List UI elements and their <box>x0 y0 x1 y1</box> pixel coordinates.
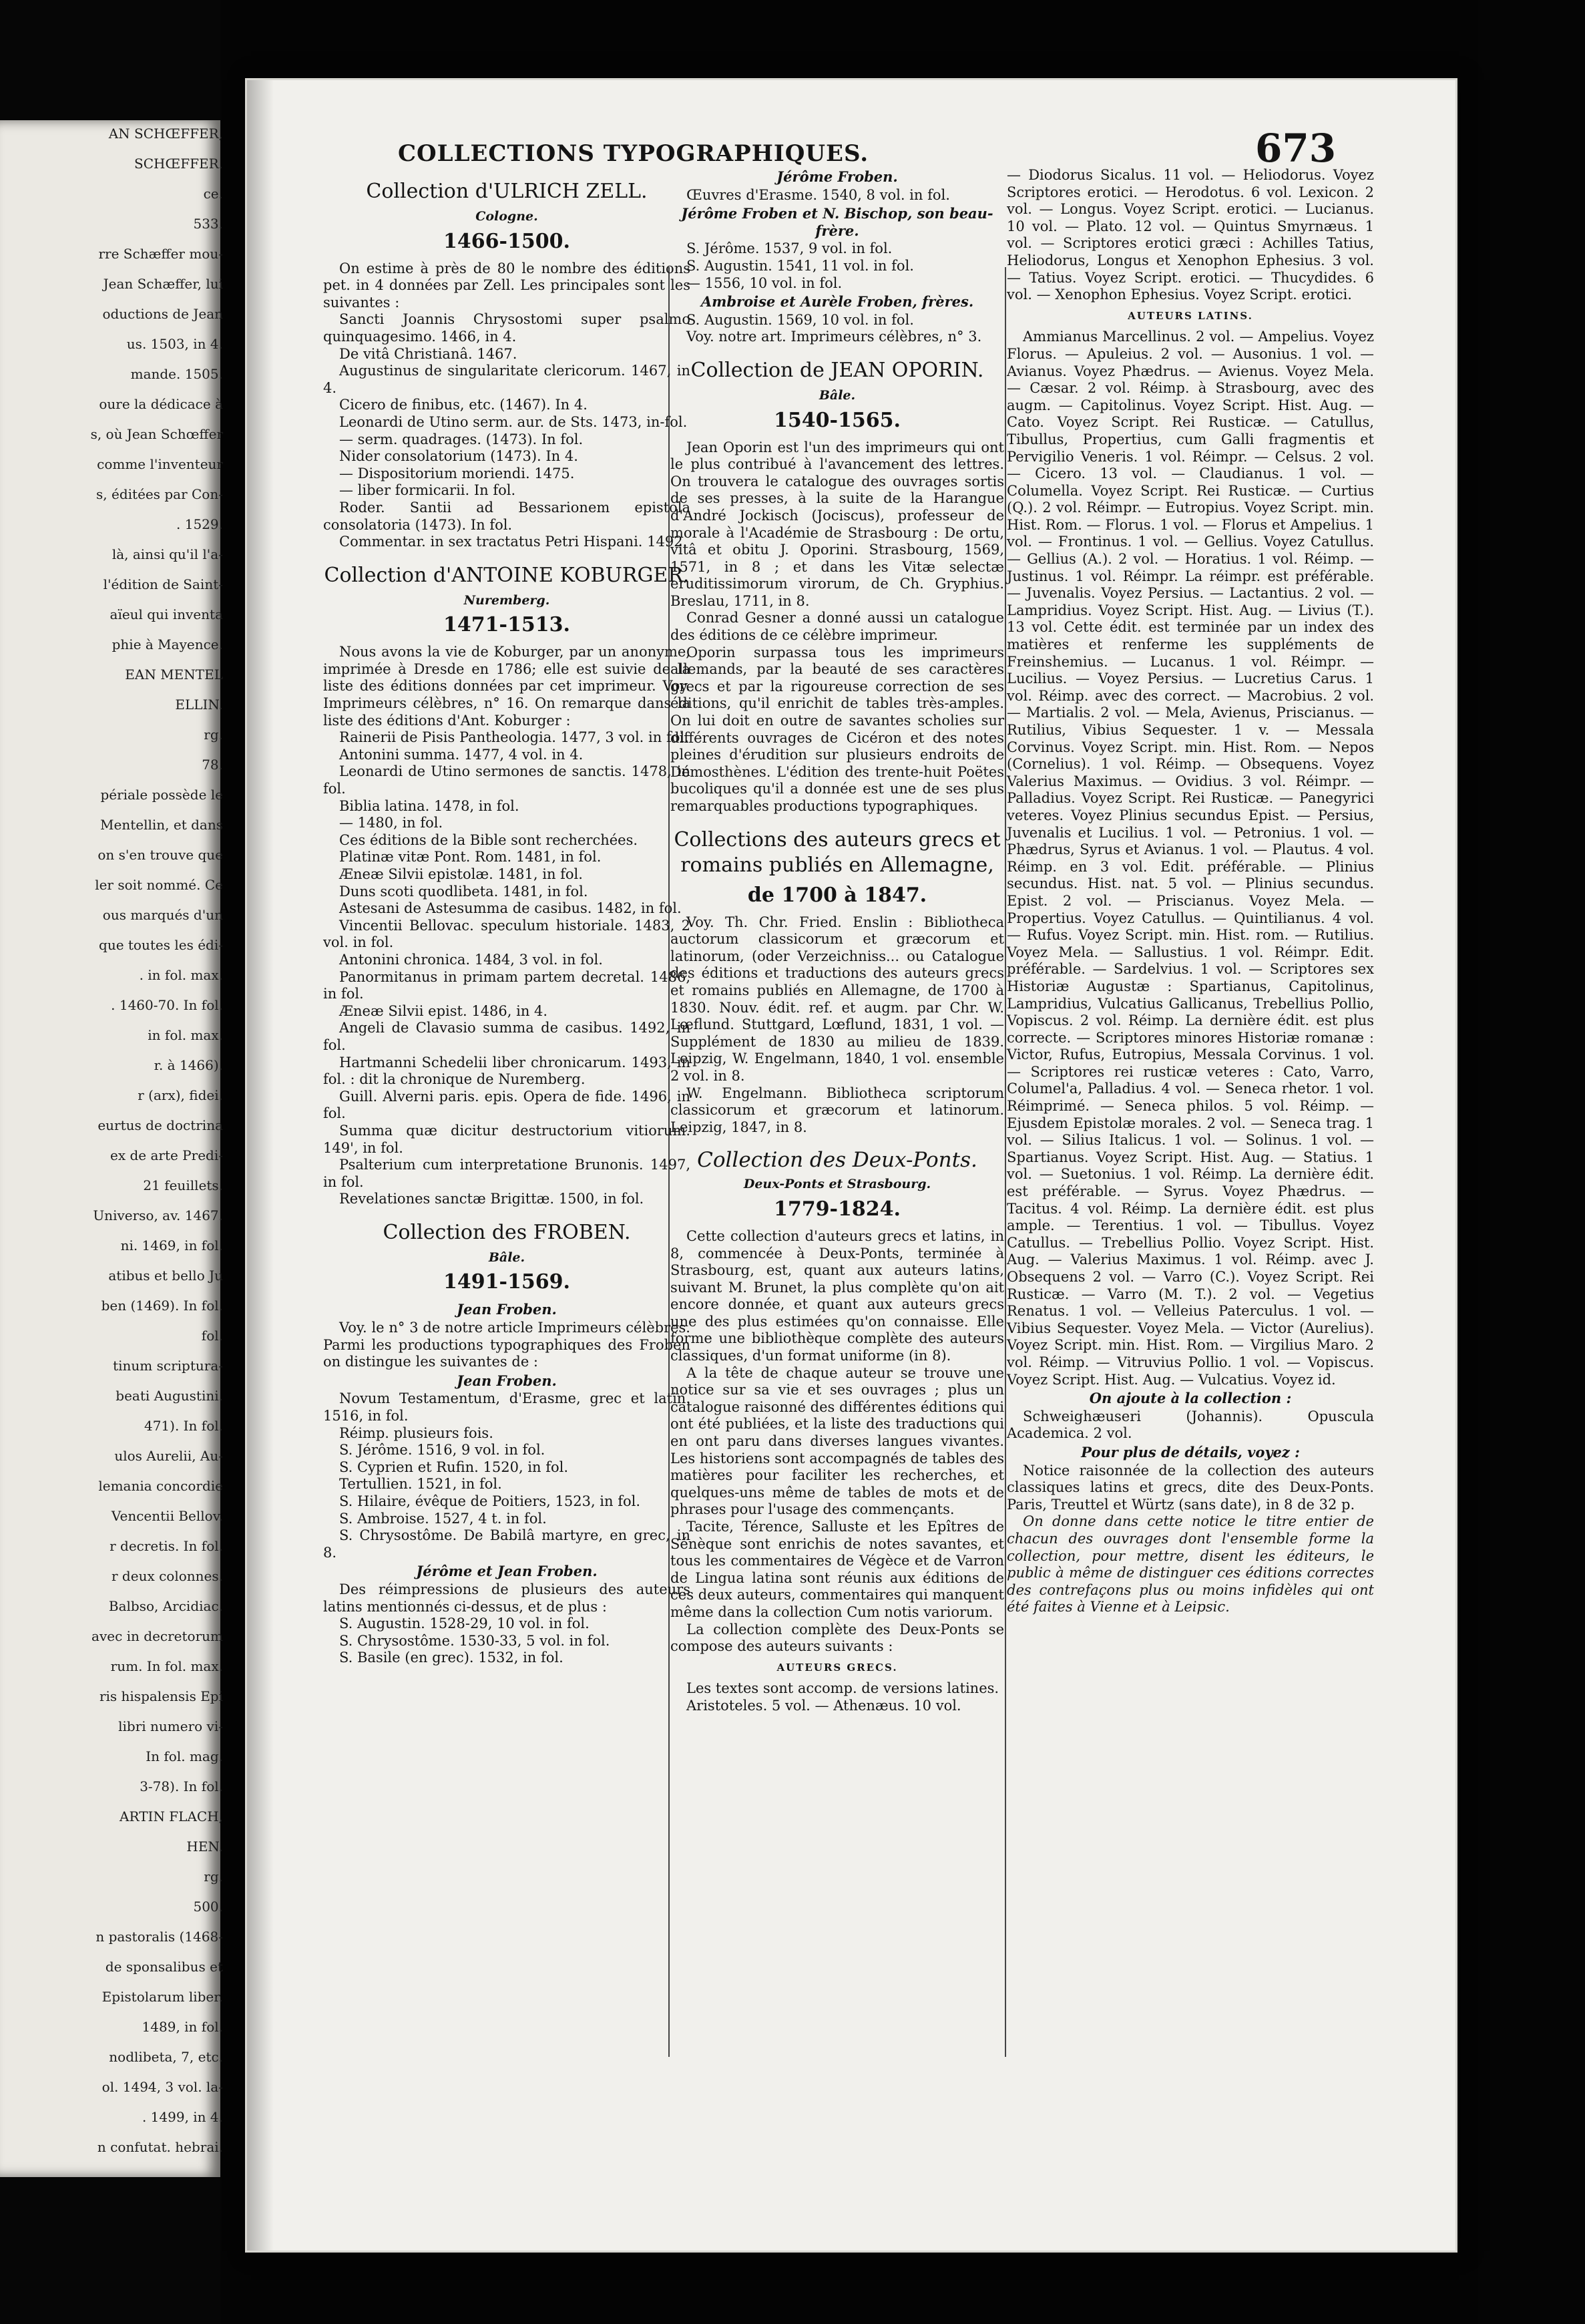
zell-entries <box>323 260 690 551</box>
entry: S. Jérôme. 1537, 9 vol. in fol. <box>686 240 893 257</box>
entry: Nider consolatorium (1473). In 4. <box>339 448 578 465</box>
entry: S. Augustin. 1541, 11 vol. in fol. <box>686 257 914 274</box>
entry: Voy. notre art. Imprimeurs célèbres, n° 3. <box>686 329 982 345</box>
prev-page-line: Mentellin, et dans <box>100 817 223 833</box>
entry: La collection complète des Deux-Ponts se compose des auteurs suivants : <box>670 1621 1004 1655</box>
entry: S. Cyprien et Rufin. 1520, in fol. <box>339 1459 569 1475</box>
subsection-heading: Jean Froben. <box>457 1301 557 1318</box>
paragraph: Notice raisonnée de la collection des auteurs classiques latins et grecs, dite des Deux-Ponts. Paris, Treuttel et Würtz (sans date), in 8 de 32 p. <box>1007 1462 1374 1513</box>
entry: Antonini chronica. 1484, 3 vol. in fol. <box>339 951 603 968</box>
entry: Guill. Alverni paris. epis. Opera de fide. 1496, in fol. <box>323 1088 690 1122</box>
entry: S. Basile (en grec). 1532, in fol. <box>339 1650 563 1666</box>
entry: Tacite, Térence, Salluste et les Epîtres de Sénèque sont enrichis de notes savantes, et tous les commentaires de Végèce et de Varron de Lingua latina sont réunis aux éditions de ces deux auteurs, commentaires qui manquent même dans la collection Cum notis variorum. <box>670 1519 1004 1620</box>
section-dates: de 1700 à 1847. <box>747 883 927 907</box>
entry: Cicero de finibus, etc. (1467). In 4. <box>339 397 588 413</box>
page-edge-shadow <box>247 80 274 2251</box>
entry: Platinæ vitæ Pont. Rom. 1481, in fol. <box>339 849 602 865</box>
previous-page-fragment <box>0 120 223 2177</box>
prev-page-line: ce. <box>203 186 223 202</box>
entry: Jean Oporin est l'un des imprimeurs qui ont le plus contribué à l'avancement des lettres. On trouvera le catalogue des ouvrages sortis de ses presses, à la suite de la Harangue d'André Jockisch (Jociscus), professeur de morale à l'Académie de Strasbourg : De ortu, vitâ et obitu J. Oporini. Strasbourg, 1569, 1571, in 8 ; et dans les Vitæ selectæ eruditissimorum virorum, de Ch. Gryphius. Breslau, 1711, in 8. <box>670 439 1004 609</box>
prev-page-line: n pastoralis (1468- <box>95 1929 223 1945</box>
prev-page-line: 533. <box>193 216 223 232</box>
prev-page-line: que toutes les édi- <box>99 937 223 953</box>
latins-entries <box>1007 329 1374 1388</box>
paragraph: Voy. le n° 3 de notre article Imprimeurs célèbres. Parmi les productions typographiques des Froben on distingue les suivantes de : <box>323 1320 690 1370</box>
prev-page-line: in fol. max. <box>148 1027 223 1043</box>
prev-page-line: n confutat. hebrai. <box>97 2139 223 2155</box>
entry: De vitâ Christianâ. 1467. <box>339 345 517 362</box>
running-head: COLLECTIONS TYPOGRAPHIQUES. <box>398 140 869 167</box>
column-1 <box>323 167 690 2064</box>
prev-page-line: aïeul qui inventa <box>109 606 223 622</box>
subsection-heading: Ambroise et Aurèle Froben, frères. <box>700 293 974 311</box>
entry: Psalterium cum interpretatione Brunonis. 1497, in fol. <box>323 1157 690 1190</box>
prev-page-line: eurtus de doctrina <box>97 1117 223 1133</box>
subsection-label: AUTEURS LATINS. <box>1128 309 1253 322</box>
prev-page-line: mande. 1505. <box>130 366 223 382</box>
entry: Augustinus de singularitate clericorum. 1467, in 4. <box>323 363 690 396</box>
entry: — 1480, in fol. <box>339 815 443 831</box>
prev-page-line: oductions de Jean <box>102 306 223 322</box>
section-dates: 1491-1569. <box>443 1270 570 1294</box>
prev-page-line: ous marqués d'un <box>102 907 223 923</box>
section-heading: Collection d'ANTOINE KOBURGER. <box>324 563 690 587</box>
prev-page-line: In fol. mag. <box>146 1748 223 1764</box>
entry: Antonini summa. 1477, 4 vol. in 4. <box>339 746 584 763</box>
entry: Roder. Santii ad Bessarionem epistola consolatoria (1473). In fol. <box>323 499 690 533</box>
bischop-entries <box>670 240 1004 292</box>
prev-page-line: de sponsalibus et <box>105 1959 223 1975</box>
entry: — 1556, 10 vol. in fol. <box>686 274 843 291</box>
entry: Aristoteles. 5 vol. — Athenæus. 10 vol. <box>686 1697 961 1714</box>
page-number: 673 <box>1255 126 1337 171</box>
prev-page-line: nodlibeta, 7, etc. <box>109 2049 223 2065</box>
prev-page-line: rum. In fol. max. <box>110 1658 223 1674</box>
entry: Leonardi de Utino sermones de sanctis. 1478, in fol. <box>323 763 690 797</box>
entry: S. Chrysostôme. De Babilâ martyre, en grec, in 8. <box>323 1527 690 1561</box>
prev-page-line: beati Augustini. <box>116 1388 223 1404</box>
column-2 <box>670 167 1004 2064</box>
paragraph: Schweighæuseri (Johannis). Opuscula Academica. 2 vol. <box>1007 1408 1374 1442</box>
froben-entries-2 <box>323 1581 690 1667</box>
section-heading: Collection des FROBEN. <box>383 1220 631 1244</box>
prev-page-line: périale possède le <box>100 787 223 803</box>
entry: — serm. quadrages. (1473). In fol. <box>339 431 584 447</box>
koburger-entries <box>323 644 690 1208</box>
entry: Voy. Th. Chr. Fried. Enslin : Bibliotheca auctorum classicorum et græcorum et latinorum, (oder Verzeichniss... ou Catalogue des éditions et traductions des auteurs grecs et romains publiés en Allemagne, de 1700 à 1830. Nouv. édit. ref. et augm. par Chr. W. Lœflund. Stuttgard, Lœflund, 1831, 1 vol. — Supplément de 1830 au milieu de 1839. Leipzig, W. Engelmann, 1840, 1 vol. ensemble 2 vol. in 8. <box>670 914 1004 1084</box>
section-place: Cologne. <box>475 209 538 224</box>
entry: Nous avons la vie de Koburger, par un anonyme, imprimée à Dresde en 1786; elle est suivie de la liste des éditions données par cet imprimeur. Voy. Imprimeurs célèbres, n° 16. On remarque dans la liste des éditions d'Ant. Koburger : <box>323 644 690 729</box>
subsection-heading: Jérôme Froben. <box>776 168 898 185</box>
section-place: Bâle. <box>488 1249 525 1265</box>
prev-page-line: 471). In fol. <box>144 1418 223 1434</box>
entry: On estime à près de 80 le nombre des éditions pet. in 4 données par Zell. Les principales sont les suivantes : <box>323 260 690 311</box>
entry: Ces éditions de la Bible sont recherchées. <box>339 831 638 848</box>
prev-page-line: . in fol. max. <box>139 967 223 983</box>
allemagne-entries <box>670 914 1004 1137</box>
prev-page-line: ben (1469). In fol. <box>101 1298 223 1314</box>
prev-page-line: r deux colonnes. <box>111 1568 223 1584</box>
prev-page-line: s, où Jean Schœffer <box>90 426 223 442</box>
prev-page-line: SCHŒFFER. <box>134 156 223 172</box>
prev-page-line: Vencentii Bellov. <box>111 1508 223 1524</box>
prev-page-line: là, ainsi qu'il l'a- <box>111 546 223 562</box>
entry: S. Augustin. 1528-29, 10 vol. in fol. <box>339 1615 590 1632</box>
prev-page-line: us. 1503, in 4. <box>126 336 223 352</box>
section-dates: 1779-1824. <box>774 1197 901 1221</box>
prev-page-line: on s'en trouve que <box>97 847 223 863</box>
oporin-entries <box>670 439 1004 815</box>
section-place: Nuremberg. <box>463 592 550 608</box>
entry: Des réimpressions de plusieurs des auteurs latins mentionnés ci-dessus, et de plus : <box>323 1581 690 1615</box>
prev-page-line: Epistolarum liber. <box>101 1989 223 2005</box>
prev-page-line: avec in decretorum <box>91 1628 223 1644</box>
paragraph: Œuvres d'Erasme. 1540, 8 vol. in fol. <box>686 186 950 203</box>
section-place: Deux-Ponts et Strasbourg. <box>743 1177 931 1192</box>
prev-page-line: oure la dédicace à <box>99 396 223 412</box>
prev-page-line: HEN. <box>186 1838 223 1855</box>
entry: S. Hilaire, évêque de Poitiers, 1523, in fol. <box>339 1493 641 1509</box>
prev-page-line: r decretis. In fol. <box>109 1538 223 1554</box>
subsection-heading: Jérôme et Jean Froben. <box>416 1563 598 1580</box>
entry: Commentar. in sex tractatus Petri Hispani. 1492. <box>339 534 688 550</box>
entry: Duns scoti quodlibeta. 1481, in fol. <box>339 883 588 900</box>
entry: Revelationes sanctæ Brigittæ. 1500, in fol. <box>339 1191 644 1207</box>
prev-page-line: . 1529. <box>176 516 223 532</box>
prev-page-line: tinum scriptura- <box>113 1358 223 1374</box>
prev-page-line: rg. <box>204 1869 223 1885</box>
section-dates: 1471-1513. <box>443 613 570 637</box>
prev-page-line: ol. 1494, 3 vol. la- <box>101 2079 223 2095</box>
prev-page-line: atibus et bello Ju <box>108 1268 223 1284</box>
prev-page-line: r. à 1466). <box>154 1057 223 1073</box>
entry: Rainerii de Pisis Pantheologia. 1477, 3 vol. in fol. <box>339 729 689 746</box>
column-rule <box>1005 267 1006 2057</box>
subsection-label: On ajoute à la collection : <box>1089 1390 1292 1407</box>
entry: A la tête de chaque auteur se trouve une notice sur sa vie et ses ouvrages ; plus un catalogue raisonné des différentes éditions qui ont été publiées, et la liste des traductions qui en ont paru dans diverses langues vivantes. Les historiens sont accompagnés de tables des matières pour faciliter les recherches, et quelques-uns même de tables de mots et de phrases pour l'usage des commençants. <box>670 1364 1004 1518</box>
ambroise-entries <box>670 312 1004 346</box>
prev-page-line: 500. <box>193 1899 223 1915</box>
prev-page-line: s, éditées par Con- <box>96 486 223 502</box>
paragraph: — Diodorus Sicalus. 11 vol. — Heliodorus. Voyez Scriptores erotici. — Herodotus. 6 vol. Lexicon. 2 vol. — Longus. Voyez Script. erotici. — Lucianus. 10 vol. — Plato. 12 vol. — Quintus Smyrnæus. 1 vol. — Scriptores erotici græci : Achilles Tatius, Heliodorus, Longus et Xenophon Ephesius. 3 vol. — Tatius. Voyez Script. erotici. — Thucydides. 6 vol. — Xenophon Ephesius. Voyez Script. erotici. <box>1007 167 1374 303</box>
film-border-right <box>1478 0 1585 2324</box>
entry: Leonardi de Utino serm. aur. de Sts. 1473, in-fol. <box>339 413 688 430</box>
prev-page-line: comme l'inventeur <box>97 456 223 472</box>
entry: S. Ambroise. 1527, 4 t. in fol. <box>339 1510 547 1527</box>
entry: Æneæ Silvii epist. 1486, in 4. <box>339 1002 548 1019</box>
prev-page-line: 21 feuillets. <box>143 1177 223 1193</box>
prev-page-line: ulos Aurelii, Au- <box>114 1448 223 1464</box>
entry: Sancti Joannis Chrysostomi super psalmo quinquagesimo. 1466, in 4. <box>323 311 690 345</box>
prev-page-line: Jean Schæffer, lui <box>103 276 223 292</box>
prev-page-line: Balbso, Arcidiac. <box>108 1598 223 1614</box>
prev-page-line: Universo, av. 1467. <box>93 1207 223 1223</box>
entry: Novum Testamentum, d'Erasme, grec et latin. 1516, in fol. <box>323 1390 690 1424</box>
prev-page-line: ARTIN FLACH, <box>120 1808 223 1824</box>
section-heading: Collection d'ULRICH ZELL. <box>366 180 648 203</box>
entry: S. Jérôme. 1516, 9 vol. in fol. <box>339 1442 545 1459</box>
section-place: Bâle. <box>819 387 856 403</box>
subsection-label: Pour plus de détails, voyez : <box>1081 1443 1300 1461</box>
section-dates: 1540-1565. <box>774 408 901 432</box>
subsection-heading: Jean Froben. <box>457 1372 557 1389</box>
prev-page-line: 78. <box>202 757 223 773</box>
entry: S. Augustin. 1569, 10 vol. in fol. <box>686 311 914 328</box>
subsection-label: AUTEURS GRECS. <box>776 1661 898 1674</box>
entry: S. Chrysostôme. 1530-33, 5 vol. in fol. <box>339 1632 610 1649</box>
entry: Cette collection d'auteurs grecs et latins, in 8, commencée à Deux-Ponts, terminée à Strasbourg, est, quant aux auteurs latins, suivant M. Brunet, la plus complète qu'on ait encore donnée, et quant aux auteurs grecs une des plus estimées qu'on connaisse. Elle forme une bibliothèque complète des auteurs classiques, d'un format uniforme (in 8). <box>670 1227 1004 1364</box>
column-3 <box>1007 167 1374 2064</box>
entry: Réimp. plusieurs fois. <box>339 1424 493 1441</box>
entry: Oporin surpassa tous les imprimeurs allemands, par la beauté de ses caractères grecs et par la rigoureuse correction de ses éditions, qu'il enrichit de tables très-amples. On lui doit en outre de savantes scholies sur différents ouvrages de Cicéron et des notes pleines d'érudition sur plusieurs endroits de Démosthènes. L'édition des trente-huit Poëtes bucoliques qu'il a donnée est une de ses plus remarquables productions typographiques. <box>670 644 1004 814</box>
entry: Conrad Gesner a donné aussi un catalogue des éditions de ce célèbre imprimeur. <box>670 610 1004 644</box>
prev-page-line: rg. <box>204 727 223 743</box>
prev-page-line: . 1460-70. In fol. <box>111 997 223 1013</box>
deuxponts-entries <box>670 1228 1004 1656</box>
entry: Ammianus Marcellinus. 2 vol. — Ampelius. Voyez Florus. — Apuleius. 2 vol. — Ausonius. 1 vol. — Avianus. Voyez Phædrus. — Avienus. Voyez Mela. — Cæsar. 2 vol. Réimp. à Strasbourg, avec des augm. — Capitolinus. Voyez Script. Hist. Aug. — Cato. Voyez Script. Rei Rusticæ. — Catullus, Tibullus, Propertius, cum Galli fragmentis et Pervigilio Veneris. 1 vol. Réimpr. — Celsus. 2 vol. — Cicero. 13 vol. — Claudianus. 1 vol. — Columella. Voyez Script. Rei Rusticæ. — Curtius (Q.). 2 vol. Réimpr. — Eutropius. Voyez Script. min. Hist. Rom. — Florus. 1 vol. — Florus et Ampelius. 1 vol. — Frontinus. 1 vol. — Gellius. Voyez Catullus. — Gellius (A.). 2 vol. — Horatius. 1 vol. Réimp. — Justinus. 1 vol. Réimpr. La réimpr. est préférable. — Juvenalis. Voyez Persius. — Lactantius. 2 vol. — Lampridius. Voyez Script. Hist. Aug. — Livius (T.). 13 vol. Cette édit. est terminée par un index des matières et renferme les suppléments de Freinshemius. — Lucanus. 1 vol. Réimpr. — Lucilius. — Voyez Persius. — Lucretius Carus. 1 vol. Réimp. avec des correct. — Macrobius. 2 vol. — Martialis. 2 vol. — Mela, Avienus, Priscianus. — Rutilius, Vibius Sequester. 1 v. — Messala Corvinus. Voyez Script. min. Hist. Rom. — Nepos (Cornelius). 1 vol. Réimp. — Obsequens. Voyez Valerius Maximus. — Ovidius. 3 vol. Réimpr. — Palladius. Voyez Script. Rei Rusticæ. — Panegyrici veteres. Voyez Plinius secundus Epist. — Persius, Juvenalis et Lucilius. 1 vol. — Petronius. 1 vol. — Phædrus, Syrus et Avianus. 1 vol. — Plautus. 4 vol. Réimp. en 3 vol. Edit. préférable. — Plinius secundus. Hist. nat. 5 vol. — Plinius secundus. Epist. 2 vol. — Priscianus. Voyez Mela. — Propertius. Voyez Catullus. — Quintilianus. 4 vol. — Rufus. Voyez Script. min. Hist. rom. — Rutilius. Voyez Mela. — Sallustius. 1 vol. Réimpr. Edit. préférable. — Sardelvius. 1 vol. — Scriptores sex Historiæ Augustæ : Spartianus, Capitolinus, Lampridius, Vulcatius Gallicanus, Trebellius Pollio, Vopiscus. 2 vol. Réimp. La dernière édit. est plus correcte. — Scriptores minores Historiæ romanæ : Victor, Rufus, Eutropius, Messala Corvinus. 1 vol. — Scriptores rei rusticæ veteres : Cato, Varro, Columel'a, Palladius. 4 vol. — Seneca rhetor. 1 vol. Réimprimé. — Seneca philos. 5 vol. Réimp. — Ejusdem Epistolæ morales. 2 vol. — Seneca trag. 1 vol. — Silius Italicus. 1 vol. — Solinus. 1 vol. — Spartianus. Voyez Script. Hist. Aug. — Statius. 1 vol. — Suetonius. 1 vol. Réimp. La dernière édit. est préférable. — Syrus. Voyez Phædrus. — Tacitus. 4 vol. Réimp. La dernière édit. est plus ample. — Terentius. 1 vol. — Tibullus. Voyez Catullus. — Trebellius Pollio. Voyez Script. Hist. Aug. — Valerius Maximus. 1 vol. Réimp. avec J. Obsequens 2 vol. — Varro (C.). Voyez Script. Rei Rusticæ. — Varro (M. T.). 2 vol. — Vegetius Renatus. 1 vol. — Velleius Paterculus. 1 vol. — Vibius Sequester. Voyez Mela. — Victor (Aurelius). Voyez Script. min. Hist. Rom. — Virgilius Maro. 2 vol. Réimp. — Vitruvius Pollio. 1 vol. — Vopiscus. Voyez Script. Hist. Aug. — Vulcatius. Voyez id. <box>1007 329 1374 1388</box>
section-heading: Collections des auteurs grecs et romains publiés en Allemagne, <box>674 827 1001 877</box>
entry: Vincentii Bellovac. speculum historiale. 1483, 2 vol. in fol. <box>323 917 690 951</box>
entry: — liber formicarii. In fol. <box>339 482 516 499</box>
entry: Tertullien. 1521, in fol. <box>339 1476 502 1493</box>
section-heading: Collection des Deux-Ponts. <box>697 1148 977 1173</box>
entry: Astesani de Astesumma de casibus. 1482, in fol. <box>339 900 682 917</box>
entry: W. Engelmann. Bibliotheca scriptorum classicorum et græcorum et latinorum. Leipzig, 1847, in 8. <box>670 1085 1004 1135</box>
prev-page-line: phie à Mayence. <box>111 636 223 652</box>
entry: — Dispositorium moriendi. 1475. <box>339 465 575 481</box>
prev-page-line: rre Schæffer mou- <box>98 246 223 262</box>
prev-page-line: ex de arte Predi- <box>110 1147 223 1163</box>
entry: Æneæ Silvii epistolæ. 1481, in fol. <box>339 866 583 882</box>
entry: Panormitanus in primam partem decretal. 1486, in fol. <box>323 968 690 1002</box>
prev-page-line: 1489, in fol. <box>142 2019 223 2035</box>
prev-page-line: ni. 1469, in fol. <box>120 1237 223 1253</box>
entry: Summa quæ dicitur destructorium vitiorum. 149', in fol. <box>323 1122 690 1156</box>
prev-page-line: r (arx), fidei. <box>138 1087 223 1103</box>
entry: Hartmanni Schedelii liber chronicarum. 1493, in fol. : dit la chronique de Nuremberg. <box>323 1054 690 1088</box>
prev-page-line: ler soit nommé. Ce <box>95 877 223 893</box>
subsection-heading: Jérôme Froben et N. Bischop, son beau-frère. <box>681 205 993 239</box>
paragraph: On donne dans cette notice le titre entier de chacun des ouvrages dont l'ensemble forme la collection, pour mettre, disent les éditeurs, le public à même de distinguer ces éditions correctes des contrefaçons plus ou moins infidèles qui ont été faites à Vienne et à Leipsic. <box>1007 1513 1374 1615</box>
section-heading: Collection de JEAN OPORIN. <box>690 358 984 382</box>
prev-page-line: fol. <box>201 1328 223 1344</box>
grecs-entries <box>670 1680 1004 1714</box>
entry: Angeli de Clavasio summa de casibus. 1492, in fol. <box>323 1020 690 1053</box>
prev-page-line: AN SCHŒFFER, <box>108 126 223 142</box>
prev-page-line: ELLIN. <box>175 697 223 713</box>
prev-page-line: libri numero vi- <box>118 1718 223 1734</box>
prev-page-line: EAN MENTEL <box>125 666 223 683</box>
prev-page-line: 3-78). In fol. <box>140 1778 223 1794</box>
prev-page-line: lemania concordie <box>98 1478 223 1494</box>
prev-page-line: ris hispalensis Epi <box>99 1688 223 1704</box>
froben-entries <box>323 1390 690 1561</box>
section-dates: 1466-1500. <box>443 229 570 253</box>
entry: Biblia latina. 1478, in fol. <box>339 797 519 814</box>
prev-page-line: . 1499, in 4. <box>142 2109 223 2125</box>
entry: Les textes sont accomp. de versions latines. <box>686 1680 999 1697</box>
prev-page-line: l'édition de Saint- <box>103 576 223 592</box>
